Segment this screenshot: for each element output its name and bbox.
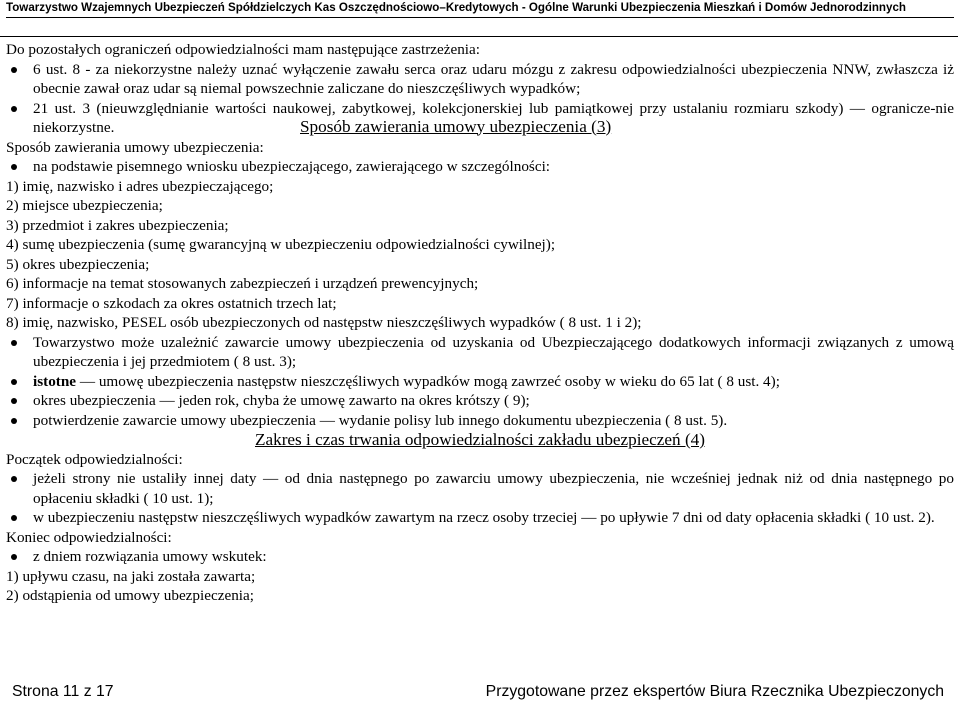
- bullet-icon: [11, 379, 17, 385]
- numbered-item: 1) imię, nazwisko i adres ubezpieczającego;: [6, 177, 274, 195]
- emphasis-text: istotne: [33, 372, 77, 390]
- footer-credit: Przygotowane przez ekspertów Biura Rzecznika Ubezpieczonych: [485, 683, 944, 700]
- list-item: [6, 372, 954, 392]
- list-item: [6, 469, 954, 508]
- bullet-icon: [11, 164, 17, 170]
- list-item-text: w ubezpieczeniu następstw nieszczęśliwych wypadków zawartym na rzecz osoby trzeciej — po upływie 7 dni od daty opłacenia składki ( 10 ust. 2).: [33, 509, 935, 526]
- section3-heading: Zakres i czas trwania odpowiedzialności zakładu ubezpieczeń (4): [254, 430, 705, 449]
- list-item: [6, 333, 954, 372]
- numbered-item: 8) imię, nazwisko, PESEL osób ubezpieczonych od następstw nieszczęśliwych wypadków ( 8 ust. 1 i 2);: [6, 314, 642, 331]
- list-item: [6, 411, 954, 431]
- bullet-icon: [11, 106, 17, 112]
- bullet-icon: [11, 476, 17, 482]
- numbered-item: 2) miejsce ubezpieczenia;: [6, 197, 163, 214]
- list-item: [6, 60, 954, 99]
- list-item-text: 6 ust. 8 - za niekorzystne należy uznać wyłączenie zawału serca oraz udaru mózgu z zakresu odpowiedzialności ubezpieczenia NNW, zwłaszcza iż obecnie zawał oraz udar są niemal powszechnie zaliczane do nieszczęśliwych wypadków;: [33, 60, 954, 97]
- bullet-icon: [11, 418, 17, 424]
- end-label: Koniec odpowiedzialności:: [6, 528, 172, 546]
- list-item: [6, 391, 954, 411]
- list-item-text: Towarzystwo może uzależnić zawarcie umowy ubezpieczenia od uzyskania od Ubezpieczającego dodatkowych informacji związanych z umową ubezpieczenia i jej przedmiotem ( 8 ust. 3);: [33, 333, 954, 370]
- bullet-icon: [11, 67, 17, 73]
- list-item-text: z dniem rozwiązania umowy wskutek:: [33, 548, 267, 565]
- numbered-item: 6) informacje na temat stosowanych zabezpieczeń i urządzeń prewencyjnych;: [6, 275, 479, 292]
- start-label: Początek odpowiedzialności:: [6, 450, 183, 468]
- list-item-text: jeżeli strony nie ustaliły innej daty — od dnia następnego po zawarciu umowy ubezpieczenia, nie wcześniej jednak niż od dnia następnego po opłaceniu składki ( 10 ust. 1);: [33, 470, 954, 507]
- bullet-icon: [11, 554, 17, 560]
- numbered-item: 7) informacje o szkodach za okres ostatnich trzech lat;: [6, 294, 337, 312]
- numbered-item: 2) odstąpienia od umowy ubezpieczenia;: [6, 587, 254, 604]
- document-header: Towarzystwo Wzajemnych Ubezpieczeń Spółdzielczych Kas Oszczędnościowo–Kredytowych - Ogólne Warunki Ubezpieczenia Mieszkań i Domów Jednorodzinnych: [6, 1, 906, 14]
- list-item-text: okres ubezpieczenia — jeden rok, chyba że umowę zawarto na okres krótszy ( 9);: [33, 392, 530, 409]
- list-item: [6, 508, 954, 528]
- page-number: Strona 11 z 17: [12, 683, 114, 700]
- bullet-icon: [11, 340, 17, 346]
- section1-intro: Do pozostałych ograniczeń odpowiedzialności mam następujące zastrzeżenia:: [6, 41, 480, 58]
- list-item-text: na podstawie pisemnego wniosku ubezpieczającego, zawierającego w szczególności:: [33, 158, 551, 175]
- bullet-icon: [11, 398, 17, 404]
- list-item-text: — umowę ubezpieczenia następstw nieszczęśliwych wypadków mogą zawrzeć osoby w wieku do 65 lat ( 8 ust. 4);: [76, 372, 780, 390]
- list-item: [6, 547, 954, 567]
- numbered-item: 1) upływu czasu, na jaki została zawarta;: [6, 567, 256, 585]
- document-body: [6, 40, 954, 606]
- numbered-item: 4) sumę ubezpieczenia (sumę gwarancyjną w ubezpieczeniu odpowiedzialności cywilnej);: [6, 236, 556, 253]
- numbered-item: 3) przedmiot i zakres ubezpieczenia;: [6, 216, 229, 234]
- bullet-icon: [11, 515, 17, 521]
- list-item-text: 21 ust. 3 (nieuwzględnianie wartości naukowej, zabytkowej, kolekcjonerskiej lub pamiątkowej przy ustalaniu rozmiaru szkody) — ogranicze-nie niekorzystne.: [33, 99, 954, 136]
- section2-label: Sposób zawierania umowy ubezpieczenia:: [6, 138, 264, 156]
- list-item: [6, 157, 954, 177]
- section2-heading: Sposób zawierania umowy ubezpieczenia (3): [300, 116, 612, 136]
- numbered-item: 5) okres ubezpieczenia;: [6, 255, 150, 273]
- list-item-text: potwierdzenie zawarcie umowy ubezpieczenia — wydanie polisy lub innego dokumentu ubezpieczenia ( 8 ust. 5).: [33, 411, 728, 429]
- header-divider: [6, 17, 954, 18]
